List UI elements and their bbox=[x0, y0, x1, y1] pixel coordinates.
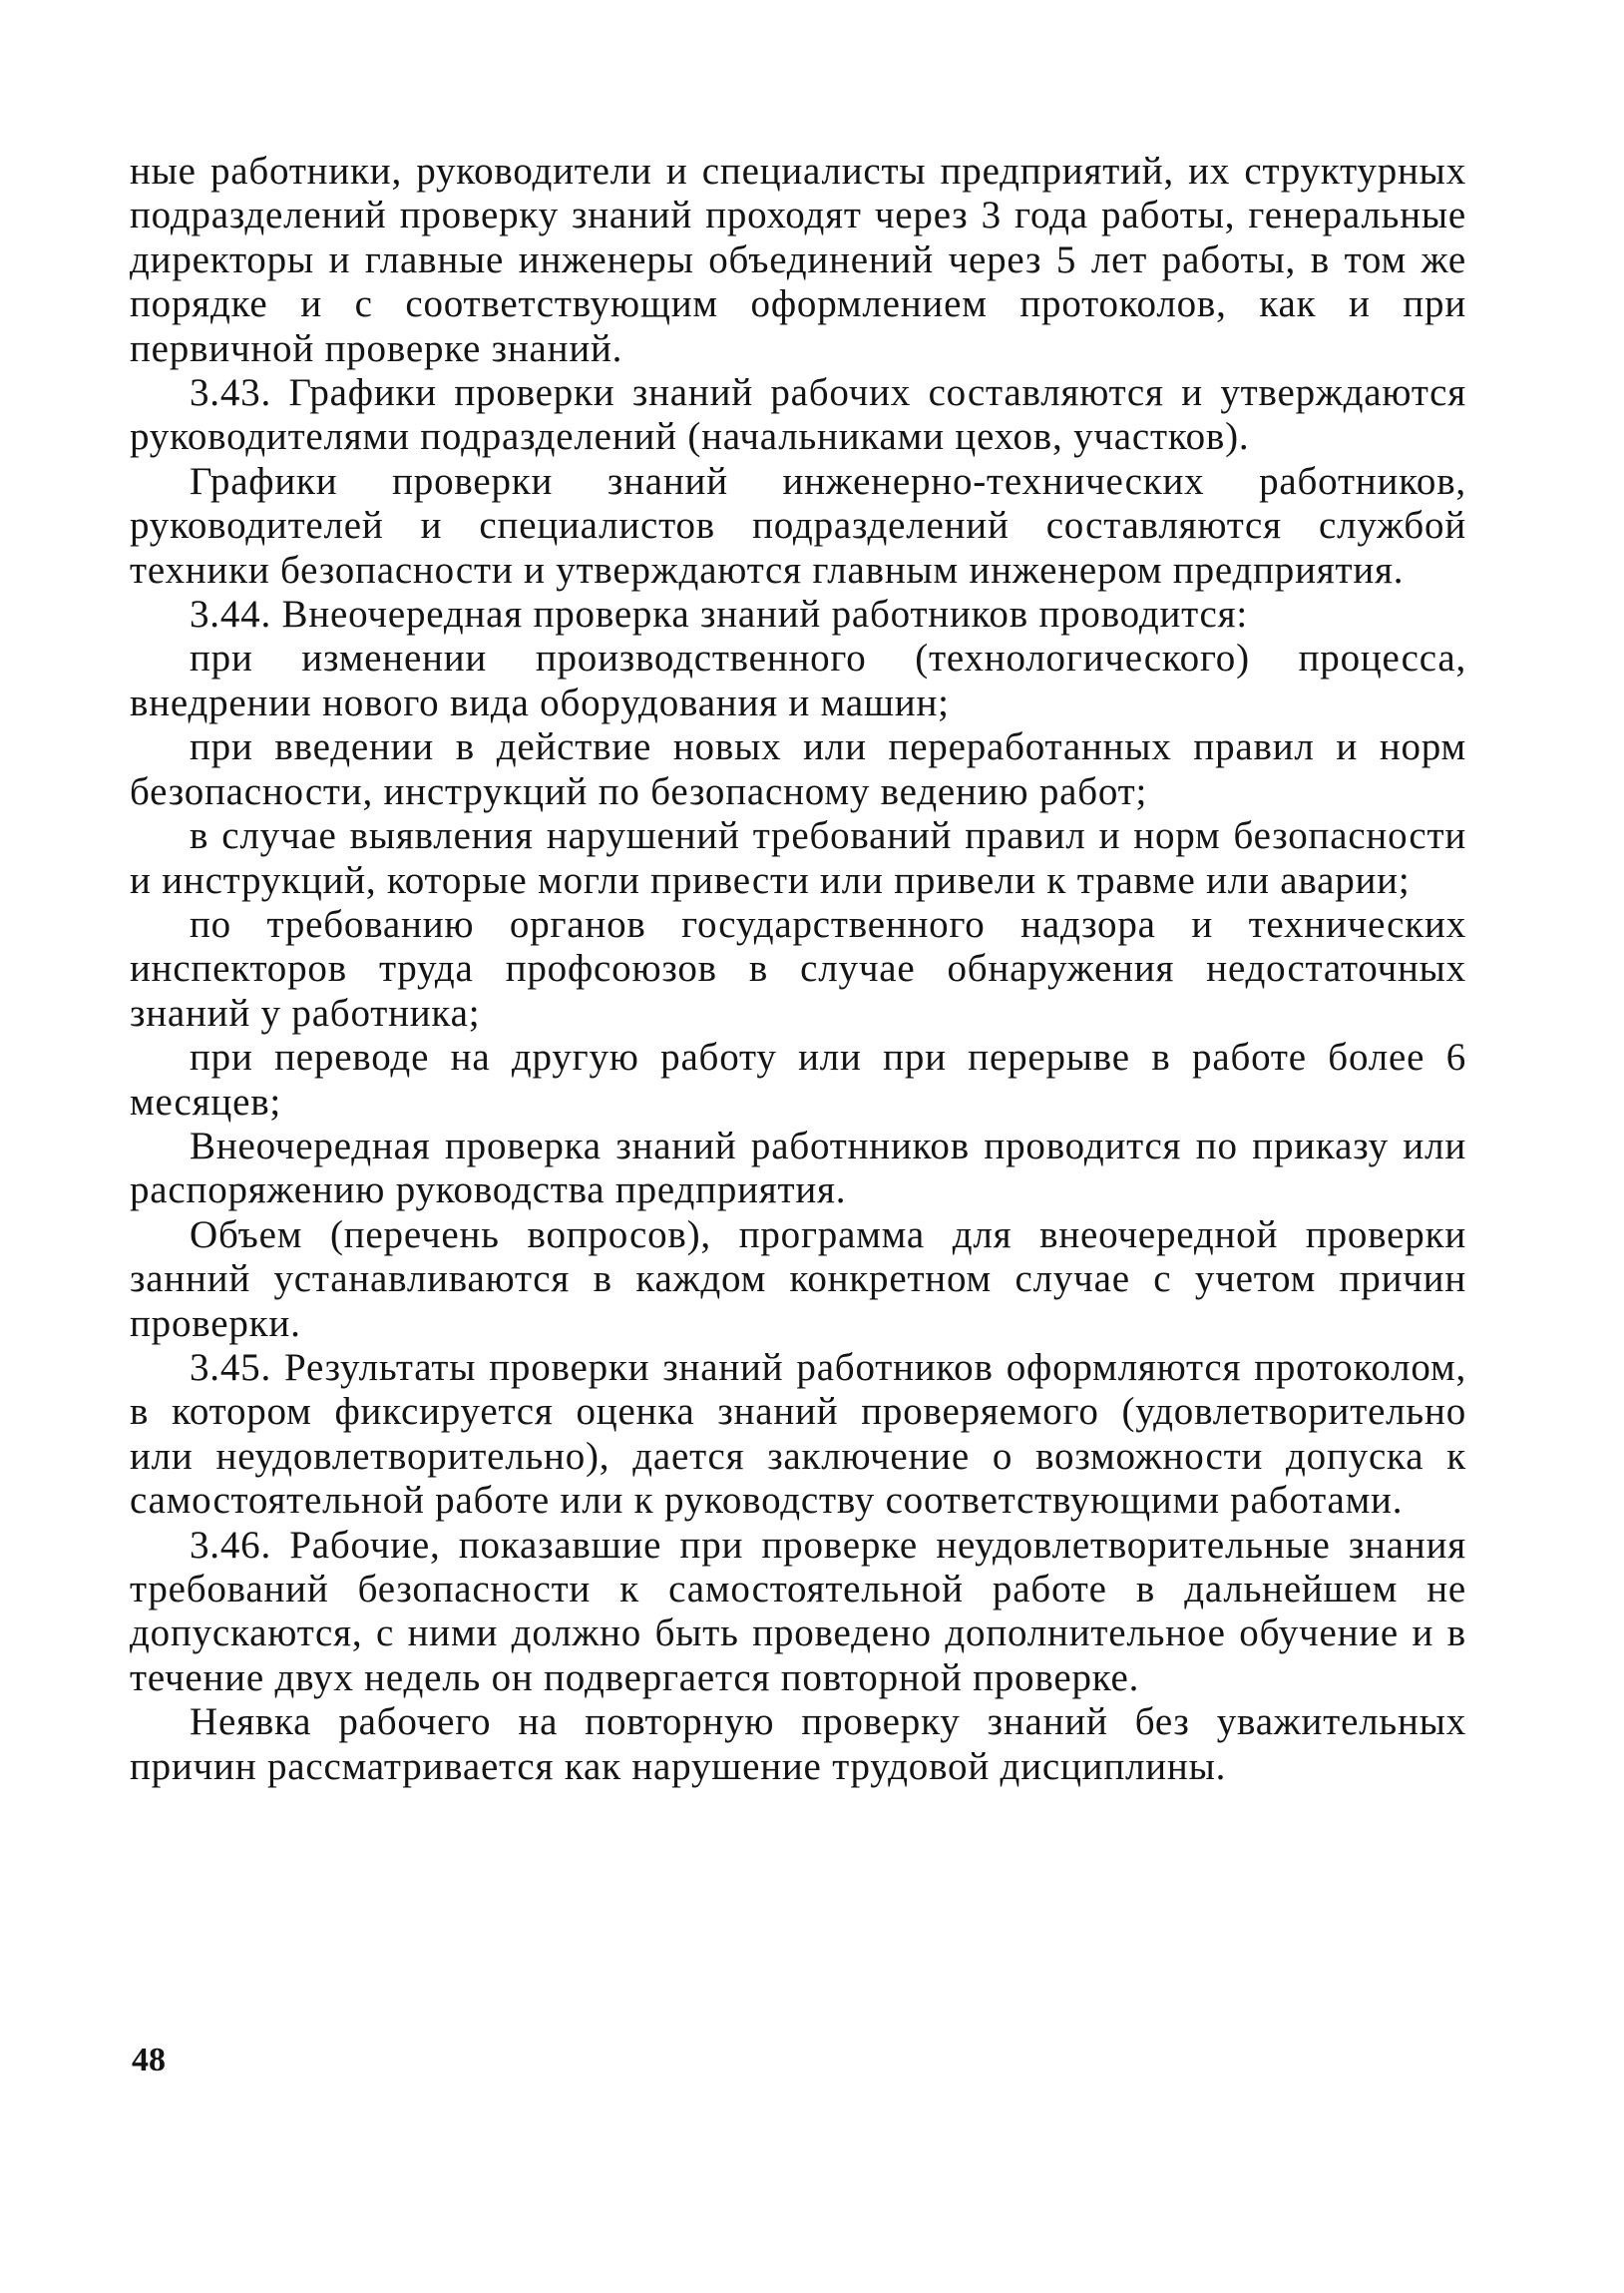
paragraph-extraordinary-order: Внеочередная проверка знаний работнников проводится по приказу или распоряжению руководства предприятия. bbox=[130, 1124, 1466, 1212]
list-item-violations: в случае выявления нарушений требований правил и норм безопасности и инструкций, которые могли привести или привели к травме или аварии; bbox=[130, 814, 1466, 902]
list-item-transfer: при переводе на другую работу или при перерыве в работе более 6 месяцев; bbox=[130, 1036, 1466, 1124]
paragraph-3-43: 3.43. Графики проверки знаний рабочих составляются и утверждаются руководителями подразделений (начальниками цехов, участков). bbox=[130, 371, 1466, 459]
page-number: 48 bbox=[132, 2042, 166, 2078]
paragraph-3-46: 3.46. Рабочие, показавшие при проверке неудовлетворительные знания требований безопасности к самостоятельной работе в дальнейшем не допускаются, с ними должно быть проведено дополнительное обучение и в течение двух недель он подвергается повторной проверке. bbox=[130, 1523, 1466, 1699]
paragraph-3-45: 3.45. Результаты проверки знаний работников оформляются протоколом, в котором фиксируется оценка знаний проверяемого (удовлетворительно или неудовлетворительно), дается заключение о возможности допуска к самостоятельной работе или к руководству соответствующими работами. bbox=[130, 1345, 1466, 1523]
paragraph-3-44: 3.44. Внеочередная проверка знаний работников проводится: bbox=[190, 593, 1248, 637]
document-page bbox=[130, 150, 1466, 1789]
paragraph-scope-program: Объем (перечень вопросов), программа для внеочередной проверки занний устанавливаются в каждом конкретном случае с учетом причин проверки. bbox=[130, 1212, 1466, 1345]
list-item-supervision-request: по требованию органов государственного надзора и технических инспекторов труда профсоюзов в случае обнаружения недостаточных знаний у работника; bbox=[130, 902, 1466, 1035]
paragraph-schedules-itr: Графики проверки знаний инженерно-технических работников, руководителей и специалистов подразделений составляются службой техники безопасности и утверждаются главным инженером предприятия. bbox=[130, 459, 1466, 592]
list-item-new-rules: при введении в действие новых или переработанных правил и норм безопасности, инструкций по безопасному ведению работ; bbox=[130, 725, 1466, 813]
paragraph-continuation: ные работники, руководители и специалисты предприятий, их структурных подразделений проверку знаний проходят через 3 года работы, генеральные директоры и главные инженеры объединений через 5 лет работы, в том же порядке и с соответствующим оформлением протоколов, как и при первичной проверке знаний. bbox=[130, 150, 1466, 370]
paragraph-no-show: Неявка рабочего на повторную проверку знаний без уважительных причин рассматривается как нарушение трудовой дисциплины. bbox=[130, 1700, 1466, 1788]
list-item-process-change: при изменении производственного (технологического) процесса, внедрении нового вида оборудования и машин; bbox=[130, 637, 1466, 724]
